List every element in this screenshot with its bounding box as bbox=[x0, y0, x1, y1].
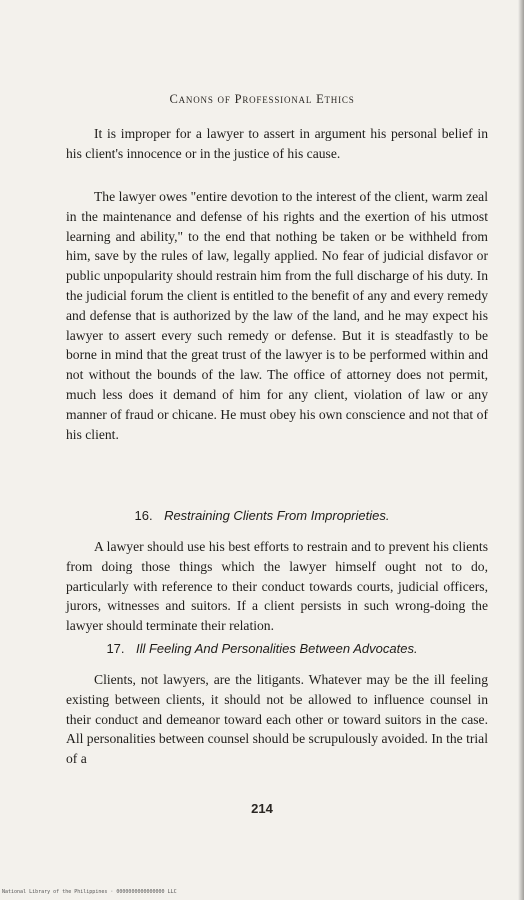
running-head: Canons of Professional Ethics bbox=[169, 92, 355, 106]
paragraph-2-text: The lawyer owes "entire devotion to the interest of the client, warm zeal in the maintenance and defense of his rights and the exertion of his utmost learning and ability," to the end that nothing be taken or be withheld from him, save by the rules of law, legally applied. No fear of judicial disfavor or public unpopularity should restrain him from the full discharge of his duty. In the judicial forum the client is entitled to the benefit of any and every remedy and defense that is authorized by the law of the land, and he may expect his lawyer to assert every such remedy or defense. But it is steadfastly to be borne in mind that the great trust of the lawyer is to be performed within and not without the bounds of the law. The office of attorney does not permit, much less does it demand of him for any client, violation of law or any manner of fraud or chicane. He must obey his own conscience and not that of his client. bbox=[66, 189, 488, 442]
section-16-title: Restraining Clients From Improprieties. bbox=[164, 508, 390, 523]
section-17-heading bbox=[0, 639, 524, 659]
paragraph-4-text: Clients, not lawyers, are the litigants. Whatever may be the ill feeling existing between clients, it should not be allowed to influence counsel in their conduct and demeanor toward each other or toward suitors in the case. All personalities between counsel should be scrupulously avoided. In the trial of a bbox=[66, 672, 488, 767]
paragraph-3-text: A lawyer should use his best efforts to restrain and to prevent his clients from doing those things which the lawyer himself ought not to do, particularly with reference to their conduct towards courts, judicial officers, jurors, witnesses and suitors. If a client persists in such wrong-doing the lawyer should terminate their relation. bbox=[66, 539, 488, 634]
paragraph-2 bbox=[66, 187, 488, 444]
section-16-heading bbox=[0, 506, 524, 526]
paragraph-3 bbox=[66, 537, 488, 636]
section-16-number: 16. bbox=[134, 508, 153, 523]
page-number: 214 bbox=[251, 801, 273, 816]
section-17-title: Ill Feeling And Personalities Between Advocates. bbox=[135, 641, 418, 656]
page-edge-shadow bbox=[518, 0, 524, 900]
scan-footer-note: National Library of the Philippines · 0000000000000000 LLC bbox=[2, 889, 177, 895]
paragraph-1 bbox=[66, 124, 488, 164]
paragraph-1-text: It is improper for a lawyer to assert in argument his personal belief in his client's innocence or in the justice of his cause. bbox=[66, 126, 488, 161]
paragraph-4 bbox=[66, 670, 488, 769]
section-17-number: 17. bbox=[106, 641, 125, 656]
